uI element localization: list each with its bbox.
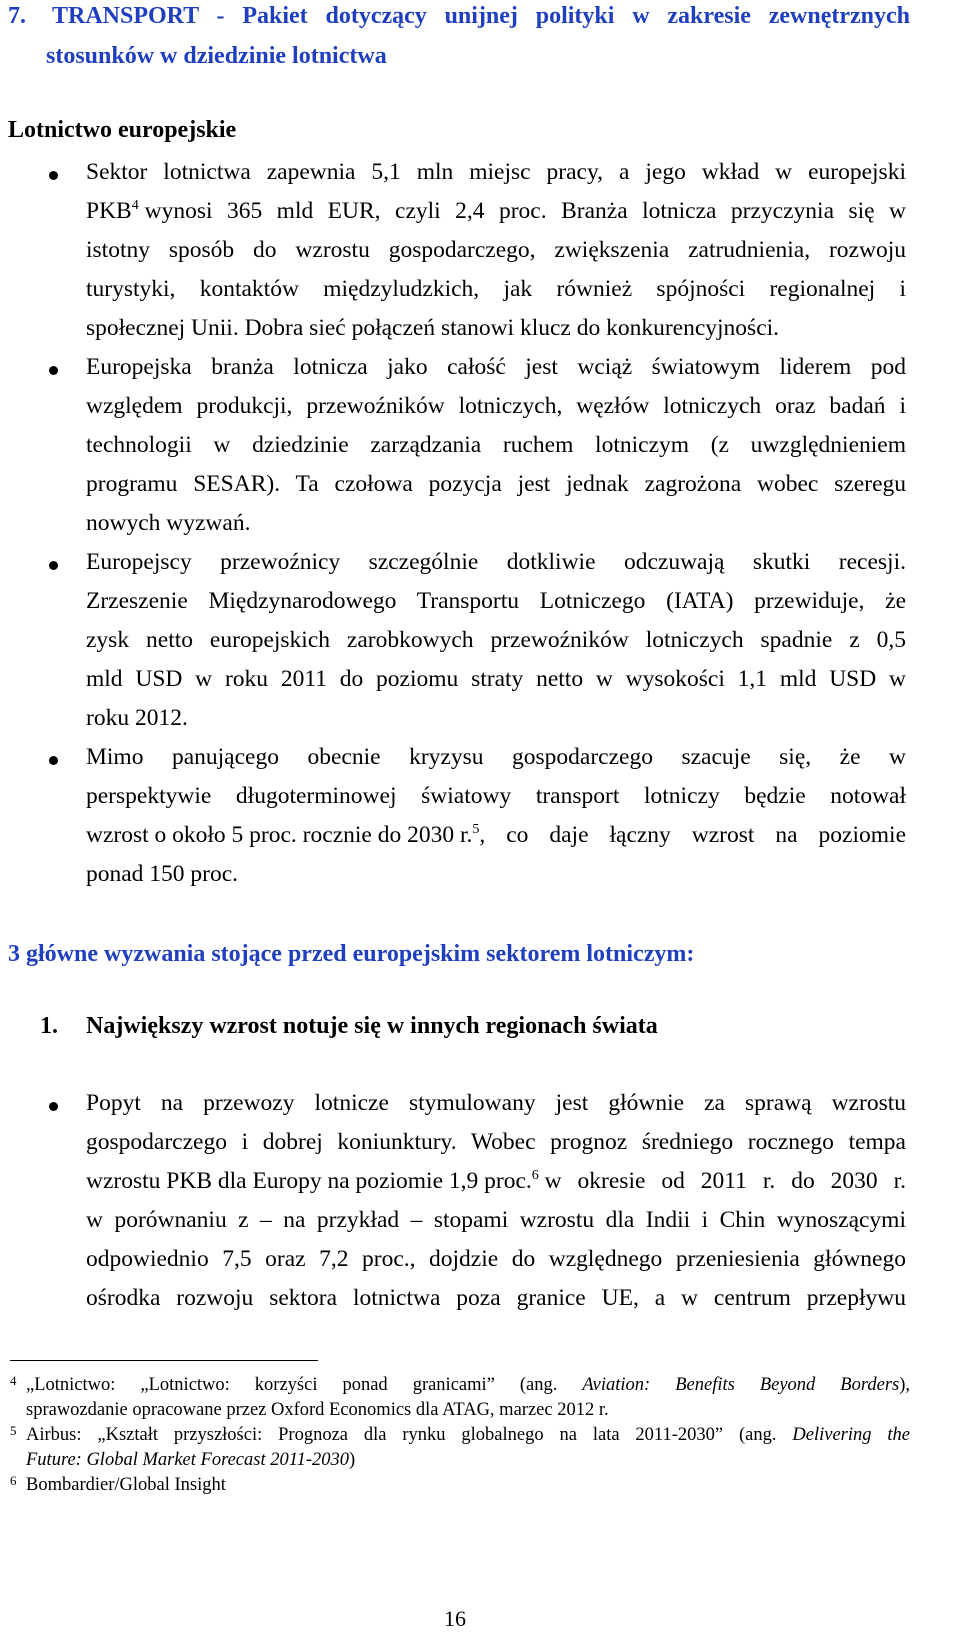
bullet-marker	[49, 561, 58, 570]
section-title-text: TRANSPORT - Pakiet dotyczący unijnej polityki w zakresie zewnętrznych	[52, 3, 910, 29]
bullet4-line1: Mimo panującego obecnie kryzysu gospodarczego szacuje się, że w	[86, 744, 906, 770]
section-title-line2: stosunków w dziedzinie lotnictwa	[46, 43, 387, 69]
bullet5-line1: Popyt na przewozy lotnicze stymulowany jest głównie za sprawą wzrostu	[86, 1090, 906, 1116]
footnote-4-line2: sprawozdanie opracowane przez Oxford Economics dla ATAG, marzec 2012 r.	[26, 1400, 609, 1420]
footnote-ref-6[interactable]: 6	[531, 1168, 539, 1183]
footnote-4-line1-text: „Lotnictwo: „Lotnictwo: korzyści ponad granicami” (ang. Aviation: Benefits Beyond Borders),	[26, 1375, 911, 1395]
bullet5-line2: gospodarczego i dobrej koniunktury. Wobec prognoz średniego rocznego tempa	[86, 1129, 906, 1155]
bullet-marker	[49, 1102, 58, 1111]
bullet4-line3-a: wzrost o około 5 proc. rocznie do 2030 r.$^5$	[86, 822, 480, 848]
bullet4-line4: ponad 150 proc.	[86, 861, 239, 887]
bullet5-line3	[86, 1168, 906, 1195]
bullet5-line5: odpowiednio 7,5 oraz 7,2 proc., dojdzie do względnego przeniesienia głównego	[86, 1246, 906, 1272]
bullet5-line3-b: w okresie od 2011 r. do 2030 r.	[544, 1168, 906, 1194]
section-title-line1	[52, 0, 910, 35]
bullet3-line1: Europejscy przewoźnicy szczególnie dotkliwie odczuwają skutki recesji.	[86, 549, 906, 575]
footnote-ref-4[interactable]: 4	[131, 198, 139, 213]
bullet2-line2: względem produkcji, przewoźników lotniczych, węzłów lotniczych oraz badań i	[86, 393, 906, 419]
footnote-5-line1	[26, 1425, 910, 1446]
bullet1-line4: turystyki, kontaktów międzyludzkich, jak również spójności regionalnej i	[86, 276, 906, 302]
footnote-4-line1	[26, 1375, 910, 1396]
bullet4-line3	[86, 822, 906, 849]
pkb-text: PKB$^4$	[86, 198, 139, 224]
bullet3-line4: mld USD w roku 2011 do poziomu straty netto w wysokości 1,1 mld USD w	[86, 666, 906, 692]
bullet1-line2	[86, 198, 906, 225]
footnote-5-line1-text: Airbus: „Kształt przyszłości: Prognoza dla rynku globalnego na lata 2011-2030” (ang. Delivering the	[26, 1425, 910, 1445]
bullet2-line1: Europejska branża lotnicza jako całość jest wciąż światowym liderem pod	[86, 354, 906, 380]
challenge-1-title: Największy wzrost notuje się w innych regionach świata	[86, 1013, 658, 1039]
bullet5-line6: ośrodka rozwoju sektora lotnictwa poza granice UE, a w centrum przepływu	[86, 1285, 906, 1311]
footnote-6-text: Bombardier/Global Insight	[26, 1475, 226, 1495]
bullet1-line1: Sektor lotnictwa zapewnia 5,1 mln miejsc pracy, a jego wkład w europejski	[86, 159, 906, 185]
bullet5-line4: w porównaniu z – na przykład – stopami wzrostu dla Indii i Chin wynoszącymi	[86, 1207, 906, 1233]
bullet2-line4: programu SESAR). Ta czołowa pozycja jest jednak zagrożona wobec szeregu	[86, 471, 906, 497]
bullet4-line2: perspektywie długoterminowej światowy transport lotniczy będzie notował	[86, 783, 906, 809]
bullet-marker	[49, 171, 58, 180]
challenge-1-number: 1.	[40, 1013, 58, 1039]
bullet-marker	[49, 366, 58, 375]
bullet1-line2-text: wynosi 365 mld EUR, czyli 2,4 proc. Branża lotnicza przyczynia się w	[144, 198, 906, 224]
bullet-marker	[49, 756, 58, 765]
challenges-heading: 3 główne wyzwania stojące przed europejskim sektorem lotniczym:	[8, 941, 695, 967]
footnote-separator	[10, 1360, 318, 1361]
bullet3-line3: zysk netto europejskich zarobkowych przewoźników lotniczych spadnie z 0,5	[86, 627, 906, 653]
section-number: 7.	[8, 3, 26, 29]
bullet5-line3-a: wzrostu PKB dla Europy na poziomie 1,9 proc.$^6$	[86, 1168, 539, 1194]
footnote-5-number: 5	[10, 1423, 17, 1438]
footnote-ref-5[interactable]: 5	[472, 822, 480, 837]
bullet3-line2: Zrzeszenie Międzynarodowego Transportu Lotniczego (IATA) przewiduje, że	[86, 588, 906, 614]
bullet2-line3: technologii w dziedzinie zarządzania ruchem lotniczym (z uwzględnieniem	[86, 432, 906, 458]
bullet2-line5: nowych wyzwań.	[86, 510, 251, 536]
bullet1-line3: istotny sposób do wzrostu gospodarczego, zwiększenia zatrudnienia, rozwoju	[86, 237, 906, 263]
bullet1-line5: społecznej Unii. Dobra sieć połączeń stanowi klucz do konkurencyjności.	[86, 315, 780, 341]
bullet4-line3-b: , co daje łączny wzrost na poziomie	[479, 822, 906, 848]
page-number: 16	[444, 1606, 466, 1631]
subheading: Lotnictwo europejskie	[8, 117, 237, 143]
footnote-6-number: 6	[10, 1473, 17, 1488]
footnote-4-number: 4	[10, 1373, 17, 1388]
footnote-5-line2: Future: Global Market Forecast 2011-2030)	[26, 1450, 356, 1470]
bullet3-line5: roku 2012.	[86, 705, 188, 731]
